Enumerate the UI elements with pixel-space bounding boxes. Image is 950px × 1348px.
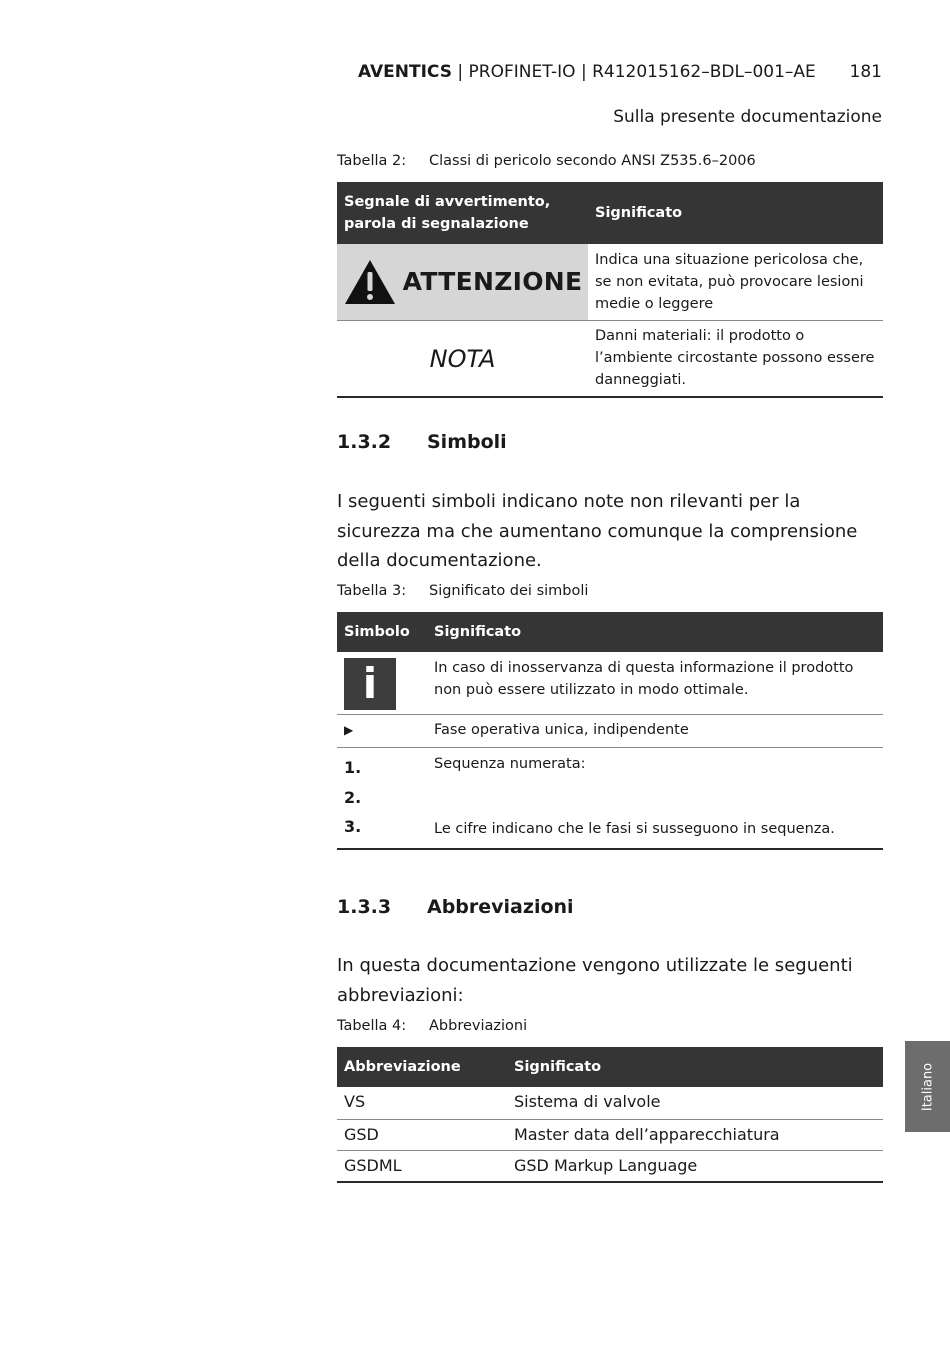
page-number: 181 (849, 62, 882, 82)
running-header (358, 62, 816, 82)
signal-word-nota: NOTA (337, 321, 588, 398)
section-heading-simboli (337, 431, 507, 453)
language-tab (905, 1041, 950, 1132)
section-heading-abbreviazioni (337, 896, 574, 918)
table-header-row (337, 612, 883, 652)
arrow-right-icon: ▶ (337, 715, 427, 748)
abbreviation-cell: GSDML (337, 1150, 507, 1182)
single-step-meaning: Fase operativa unica, indipendente (427, 715, 883, 748)
table3-caption-number: Tabella 3: (337, 583, 407, 599)
numbered-sequence-meaning: Sequenza numerata: Le cifre indicano che le fasi si susseguono in sequenza. (427, 748, 883, 849)
table-row (337, 1150, 883, 1182)
table-row (337, 715, 883, 748)
abbreviation-meaning: Sistema di valvole (507, 1087, 883, 1119)
table-row (337, 748, 883, 849)
column-header-abbreviation: Abbreviazione (337, 1047, 507, 1087)
column-header-meaning: Significato (507, 1047, 883, 1087)
warning-triangle-icon (343, 258, 397, 306)
sequence-number: 2. (344, 787, 362, 807)
info-meaning: In caso di inosservanza di questa informazione il prodotto non può essere utilizzato in modo ottimale. (427, 652, 883, 715)
brand-name: AVENTICS (358, 62, 452, 82)
section-title: Abbreviazioni (427, 896, 574, 918)
table4-caption-text: Abbreviazioni (429, 1018, 528, 1034)
table2-caption-number: Tabella 2: (337, 153, 407, 169)
table4-caption (337, 1018, 527, 1034)
simboli-paragraph: I seguenti simboli indicano note non rilevanti per la sicurezza ma che aumentano comunque la comprensione della documentazione. (337, 491, 858, 571)
table3-caption-text: Significato dei simboli (429, 583, 589, 599)
attenzione-signal-cell (337, 244, 588, 321)
column-header-meaning: Significato (427, 612, 883, 652)
table-row (337, 652, 883, 715)
hazard-classes-table (337, 182, 883, 398)
abbreviation-meaning: GSD Markup Language (507, 1150, 883, 1182)
abbreviation-meaning: Master data dell’apparecchiatura (507, 1119, 883, 1150)
section-title: Simboli (427, 431, 507, 453)
section-number: 1.3.3 (337, 896, 392, 918)
column-header-signal: Segnale di avvertimento, parola di segnalazione (337, 182, 588, 244)
symbol-cell (337, 652, 427, 715)
sequence-number: 1. (344, 758, 362, 777)
table2-caption-text: Classi di pericolo secondo ANSI Z535.6–2006 (429, 153, 756, 169)
column-header-meaning: Significato (588, 182, 883, 244)
symbols-table (337, 612, 883, 850)
section-running-title: Sulla presente documentazione (613, 107, 882, 127)
attenzione-meaning: Indica una situazione pericolosa che, se non evitata, può provocare lesioni medie o leggere (588, 244, 883, 321)
table4-caption-number: Tabella 4: (337, 1018, 407, 1034)
table3-caption (337, 583, 588, 599)
abbreviation-cell: GSD (337, 1119, 507, 1150)
abbreviazioni-paragraph: In questa documentazione vengono utilizzate le seguenti abbreviazioni: (337, 955, 853, 1006)
section-number: 1.3.2 (337, 431, 392, 453)
table-row (337, 244, 883, 321)
info-icon: i (344, 658, 396, 710)
language-tab-label: Italiano (920, 1062, 935, 1111)
numbered-sequence-symbol (337, 748, 427, 849)
nota-meaning: Danni materiali: il prodotto o l’ambiente circostante possono essere danneggiati. (588, 321, 883, 398)
signal-word-attenzione: ATTENZIONE (402, 267, 583, 296)
table-header-row (337, 1047, 883, 1087)
sequence-number: 3. (344, 817, 362, 836)
table-row (337, 1087, 883, 1119)
table-header-row (337, 182, 883, 244)
table2-caption (337, 153, 756, 169)
document-id: | PROFINET-IO | R412015162–BDL–001–AE (451, 62, 816, 82)
table-row (337, 321, 883, 398)
table-row (337, 1119, 883, 1150)
abbreviation-cell: VS (337, 1087, 507, 1119)
column-header-symbol: Simbolo (337, 612, 427, 652)
abbreviations-table (337, 1047, 883, 1183)
